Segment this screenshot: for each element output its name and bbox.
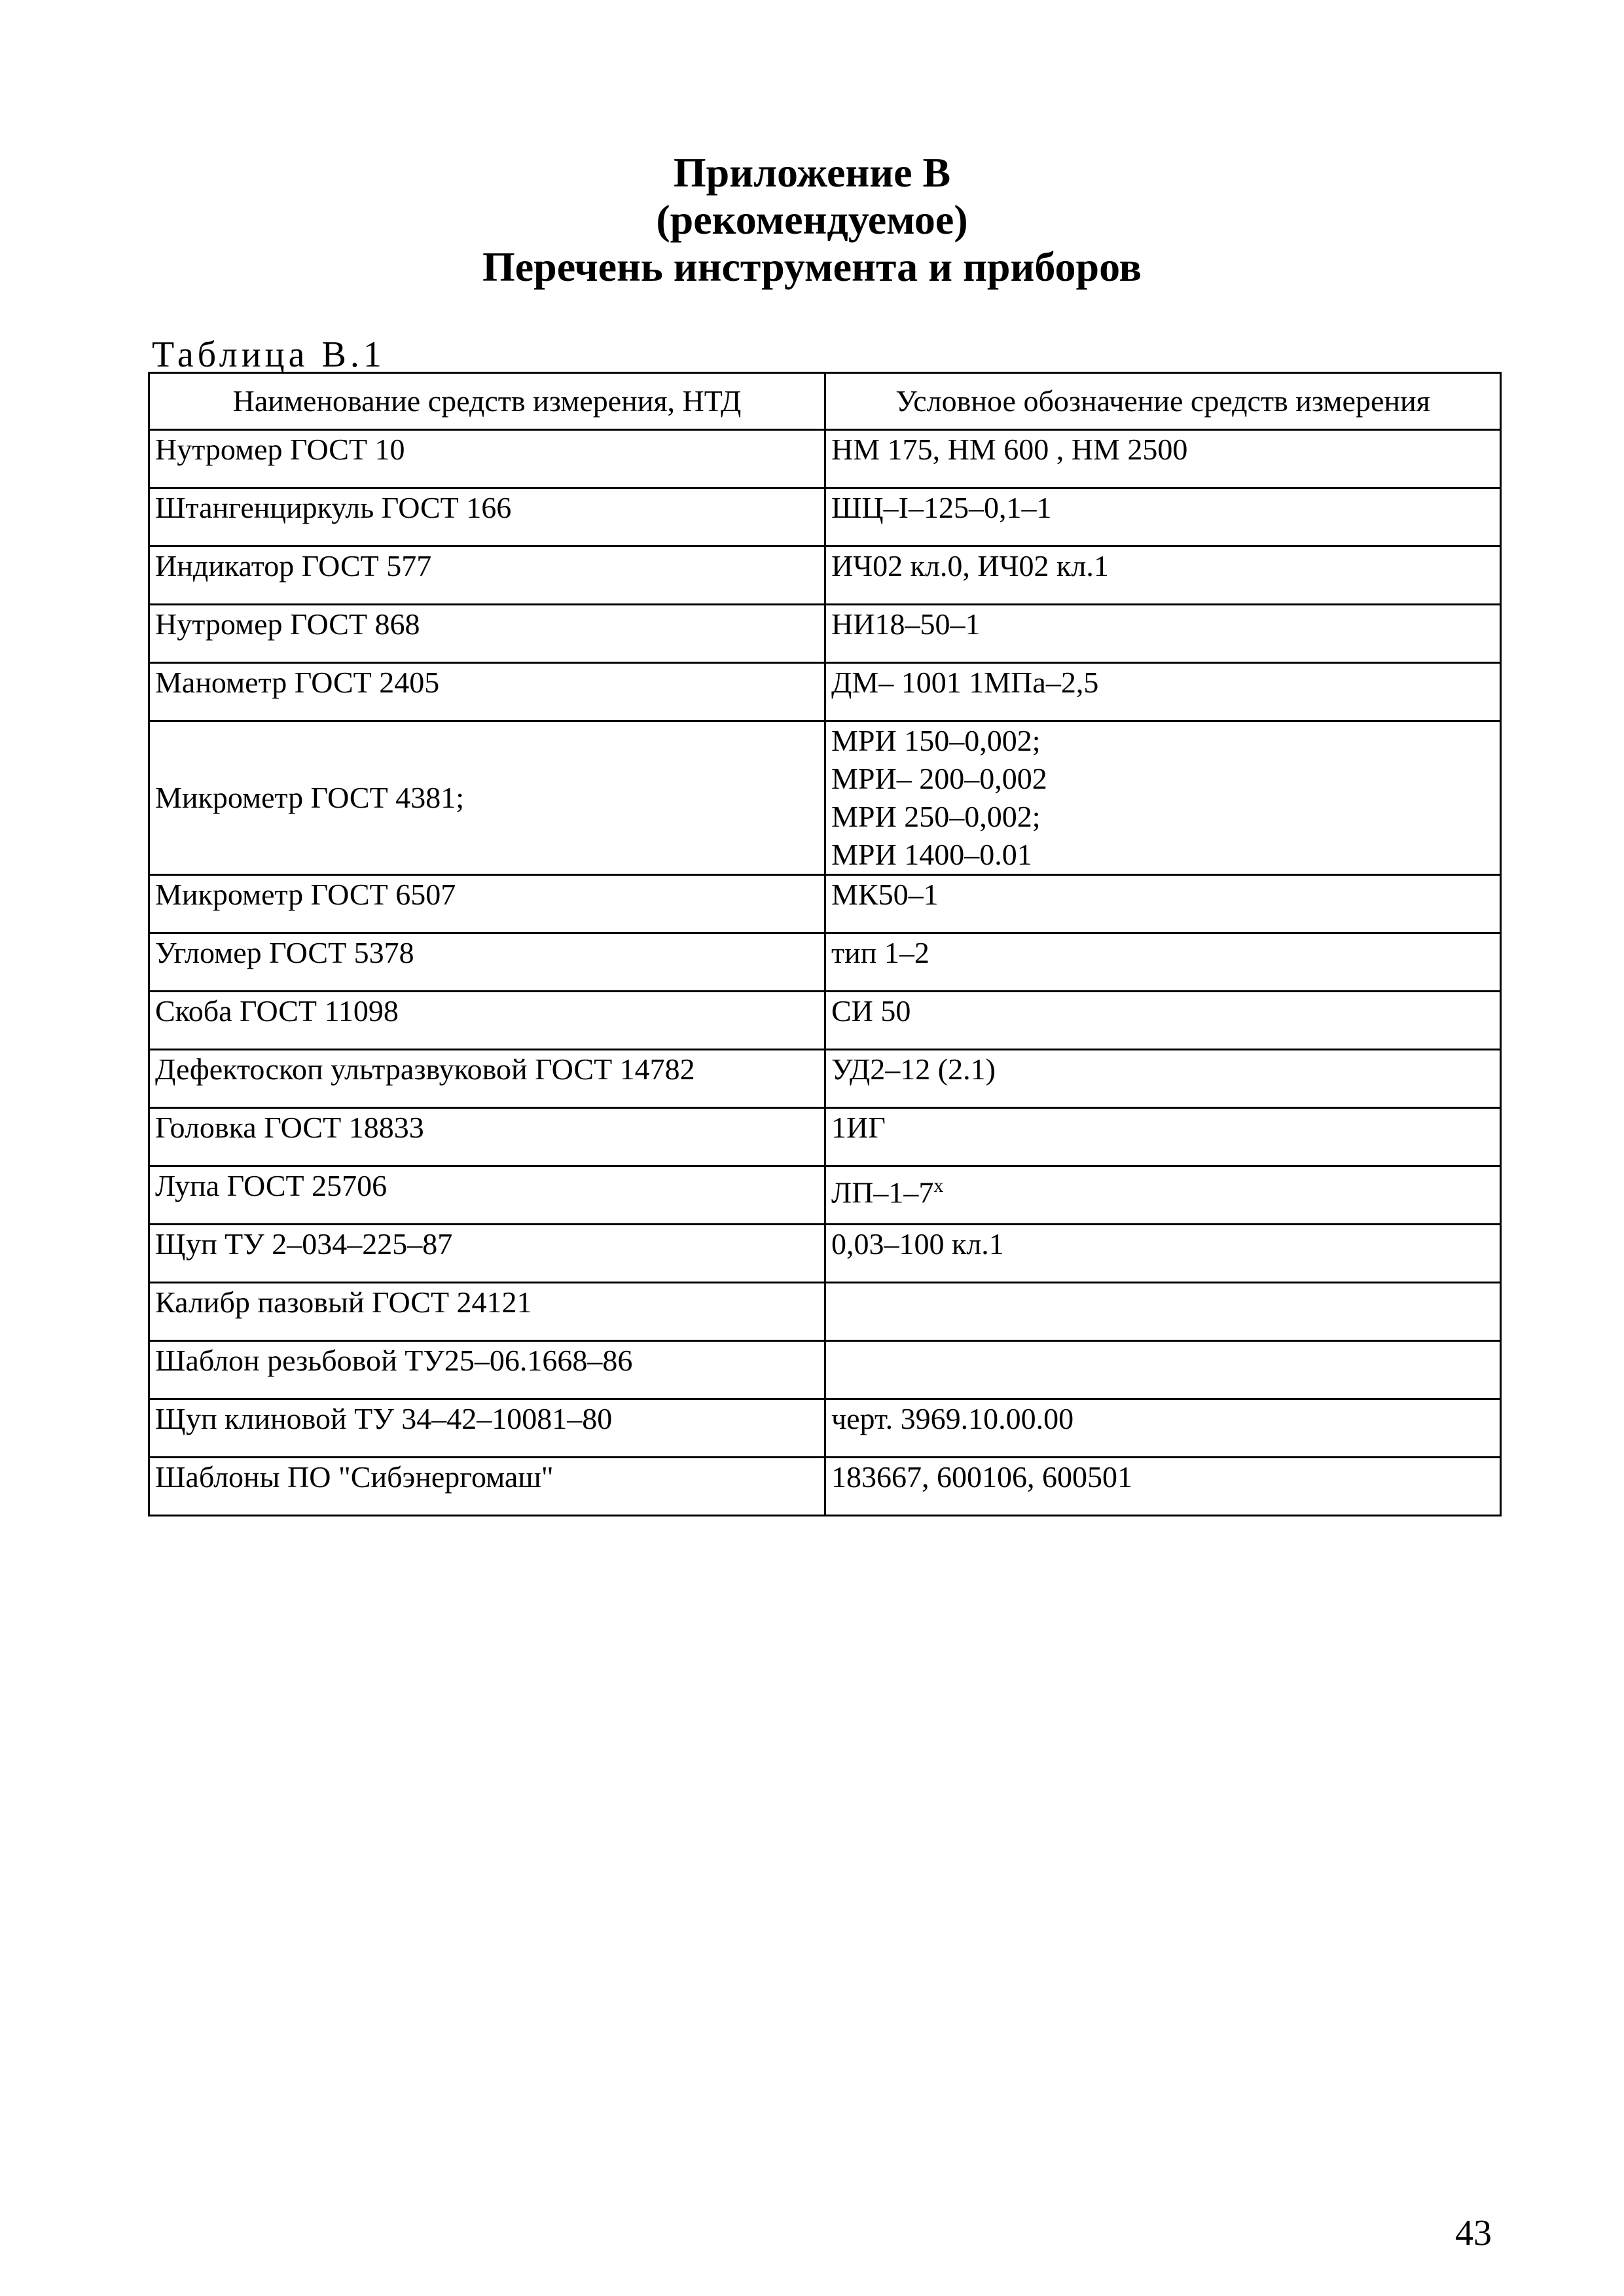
- designation-text: ИЧ02 кл.0, ИЧ02 кл.1: [831, 549, 1109, 583]
- designation-line: [831, 934, 1494, 972]
- designation-line: [831, 431, 1494, 469]
- table-row: [149, 1050, 1501, 1108]
- designation-superscript: x: [933, 1175, 944, 1196]
- designation-text: МРИ– 200–0,002: [831, 762, 1047, 795]
- table-row: [149, 992, 1501, 1050]
- designation-line: [831, 992, 1494, 1030]
- designation-line: [831, 1109, 1494, 1147]
- instrument-designation-cell: [825, 721, 1501, 875]
- instrument-designation-cell: [825, 1283, 1501, 1341]
- designation-line: [831, 876, 1494, 914]
- designation-line: [831, 798, 1494, 836]
- designation-line: [831, 489, 1494, 527]
- table-row: [149, 1341, 1501, 1399]
- instrument-name-cell: Нутромер ГОСТ 10: [149, 430, 825, 488]
- designation-text: 183667, 600106, 600501: [831, 1460, 1132, 1494]
- instrument-name-cell: Шаблоны ПО "Сибэнергомаш": [149, 1458, 825, 1516]
- instrument-designation-cell: [825, 488, 1501, 547]
- appendix-subject: Перечень инструмента и приборов: [482, 243, 1142, 290]
- instrument-name-cell: Щуп клиновой ТУ 34–42–10081–80: [149, 1399, 825, 1458]
- instrument-designation-cell: [825, 875, 1501, 933]
- designation-line: [831, 1050, 1494, 1088]
- table-row: [149, 1399, 1501, 1458]
- designation-text: ЛП–1–7: [831, 1175, 934, 1210]
- table-row: [149, 933, 1501, 992]
- instrument-designation-cell: [825, 1166, 1501, 1225]
- designation-text: черт. 3969.10.00.00: [831, 1402, 1074, 1435]
- designation-text: МРИ 150–0,002;: [831, 724, 1041, 757]
- table-row: [149, 547, 1501, 605]
- table-caption: Таблица В.1: [152, 334, 386, 375]
- designation-text: ДМ– 1001 1МПа–2,5: [831, 666, 1099, 699]
- page-number: 43: [1455, 2213, 1492, 2253]
- table-row: [149, 663, 1501, 721]
- instrument-name-cell: Угломер ГОСТ 5378: [149, 933, 825, 992]
- designation-text: 0,03–100 кл.1: [831, 1227, 1004, 1261]
- instrument-name-cell: Дефектоскоп ультразвуковой ГОСТ 14782: [149, 1050, 825, 1108]
- instrument-designation-cell: [825, 1341, 1501, 1399]
- table-row: [149, 430, 1501, 488]
- appendix-heading: [0, 149, 1624, 291]
- table-row: [149, 875, 1501, 933]
- designation-text: НМ 175, НМ 600 , НМ 2500: [831, 433, 1188, 466]
- instrument-name-cell: Индикатор ГОСТ 577: [149, 547, 825, 605]
- table-row: [149, 1458, 1501, 1516]
- instrument-designation-cell: [825, 1225, 1501, 1283]
- appendix-title: Приложение В: [673, 149, 951, 196]
- designation-line: [831, 547, 1494, 585]
- appendix-status: (рекомендуемое): [656, 196, 968, 243]
- designation-line: [831, 836, 1494, 874]
- table-row: [149, 605, 1501, 663]
- designation-line: [831, 722, 1494, 760]
- instrument-name-cell: Микрометр ГОСТ 4381;: [149, 721, 825, 875]
- designation-text: ШЦ–I–125–0,1–1: [831, 491, 1052, 524]
- instrument-designation-cell: [825, 1050, 1501, 1108]
- designation-text: тип 1–2: [831, 936, 929, 969]
- instrument-designation-cell: [825, 430, 1501, 488]
- designation-text: СИ 50: [831, 994, 911, 1028]
- designation-line: [831, 1225, 1494, 1263]
- table-header-row: [149, 373, 1501, 430]
- table-row: [149, 721, 1501, 875]
- instrument-name-cell: Лупа ГОСТ 25706: [149, 1166, 825, 1225]
- designation-text: 1ИГ: [831, 1111, 886, 1144]
- instrument-name-cell: Манометр ГОСТ 2405: [149, 663, 825, 721]
- instrument-name-cell: Скоба ГОСТ 11098: [149, 992, 825, 1050]
- designation-line: [831, 664, 1494, 702]
- column-header-name: Наименование средств измерения, НТД: [149, 373, 825, 430]
- instrument-designation-cell: [825, 605, 1501, 663]
- instruments-table: [148, 372, 1502, 1516]
- instrument-name-cell: Головка ГОСТ 18833: [149, 1108, 825, 1166]
- column-header-designation: Условное обозначение средств измерения: [825, 373, 1501, 430]
- table-row: [149, 488, 1501, 547]
- instrument-name-cell: Микрометр ГОСТ 6507: [149, 875, 825, 933]
- instrument-designation-cell: [825, 1108, 1501, 1166]
- designation-line: [831, 1400, 1494, 1438]
- designation-line: [831, 605, 1494, 643]
- instrument-designation-cell: [825, 992, 1501, 1050]
- instrument-designation-cell: [825, 663, 1501, 721]
- designation-text: НИ18–50–1: [831, 607, 981, 641]
- designation-text: МК50–1: [831, 878, 939, 911]
- table-row: [149, 1166, 1501, 1225]
- instrument-name-cell: Штангенциркуль ГОСТ 166: [149, 488, 825, 547]
- designation-line: [831, 760, 1494, 798]
- instrument-designation-cell: [825, 1458, 1501, 1516]
- instrument-name-cell: Нутромер ГОСТ 868: [149, 605, 825, 663]
- designation-text: УД2–12 (2.1): [831, 1052, 996, 1086]
- table-row: [149, 1225, 1501, 1283]
- instrument-designation-cell: [825, 1399, 1501, 1458]
- designation-text: МРИ 250–0,002;: [831, 800, 1041, 833]
- designation-text: МРИ 1400–0.01: [831, 838, 1032, 871]
- instrument-name-cell: Шаблон резьбовой ТУ25–06.1668–86: [149, 1341, 825, 1399]
- designation-line: [831, 1167, 1494, 1211]
- table-body: [149, 430, 1501, 1516]
- designation-line: [831, 1458, 1494, 1496]
- instrument-name-cell: Калибр пазовый ГОСТ 24121: [149, 1283, 825, 1341]
- table-row: [149, 1283, 1501, 1341]
- instrument-designation-cell: [825, 933, 1501, 992]
- instrument-name-cell: Щуп ТУ 2–034–225–87: [149, 1225, 825, 1283]
- instrument-designation-cell: [825, 547, 1501, 605]
- table-row: [149, 1108, 1501, 1166]
